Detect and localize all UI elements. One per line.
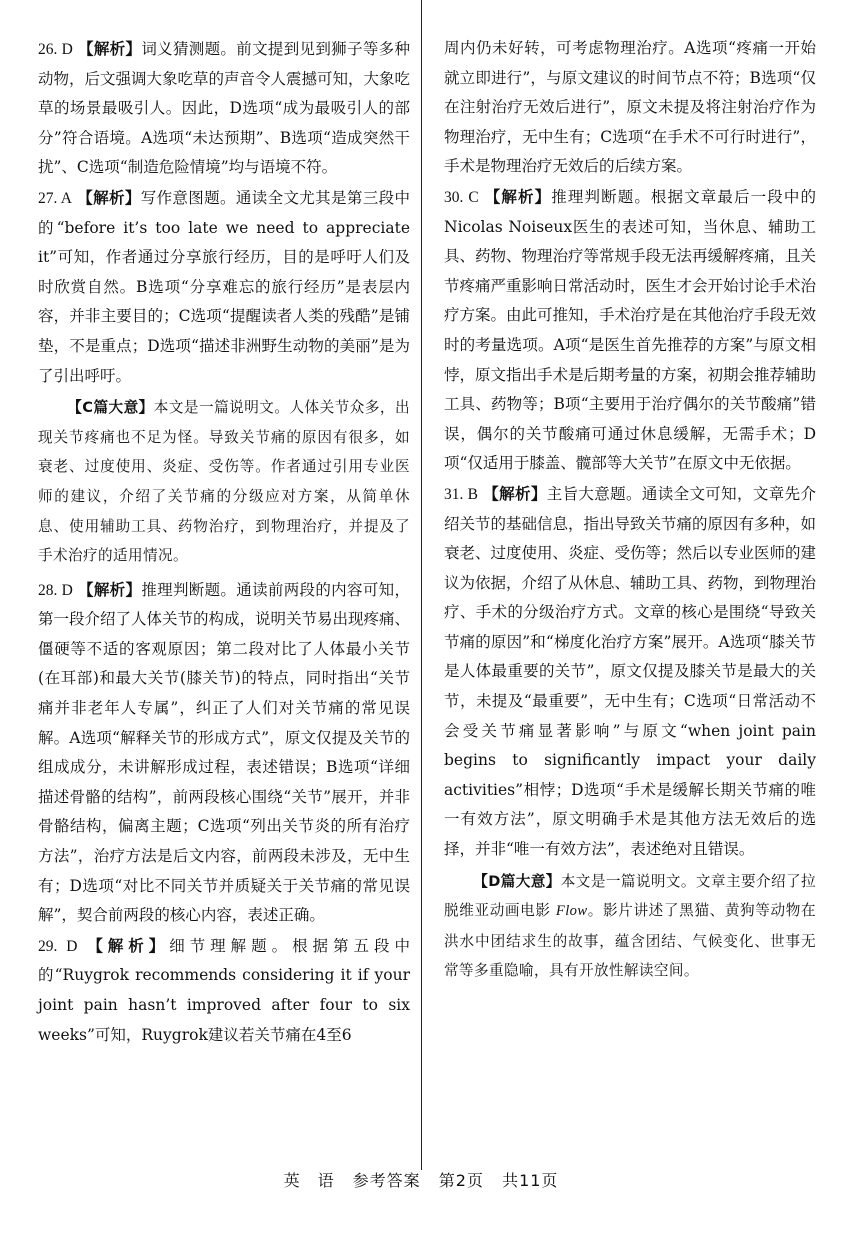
footer-label: 参考答案 xyxy=(352,1171,421,1190)
summary-text: 本文是一篇说明文。人体关节众多，出现关节疼痛也不足为怪。导致关节痛的原因有很多，如衰老、过度使用、炎症、受伤等。作者通过引用专业医师的建议，介绍了关节痛的分级应对方案，从简单休息、使用辅助工具、药物治疗，到物理治疗，并提及了手术治疗的适用情况。 xyxy=(38,399,410,565)
question-explanation: 写作意图题。通读全文尤其是第三段中的“before it’s too late we need to appreciate it”可知，作者通过分享旅行经历，目的是呼吁人们及时欣赏自然。B选项“分享难忘的旅行经历”是表层内容，并非主要目的；C选项“提醒读者人类的残酷”是铺垫，不是重点；D选项“描述非洲野生动物的美丽”是为了引出呼吁。 xyxy=(38,188,410,385)
analysis-tag: 【解析】 xyxy=(484,186,552,206)
question-29-continued xyxy=(444,34,816,182)
question-number: 26. D xyxy=(38,41,73,58)
analysis-tag: 【解析】 xyxy=(78,579,142,599)
question-number: 27. A xyxy=(38,189,72,207)
left-column xyxy=(38,34,410,1050)
question-explanation: 推理判断题。根据文章最后一段中的Nicolas Noiseux医生的表述可知，当休息、辅助工具、药物、物理治疗等常规手段无法再缓解疼痛，且关节疼痛严重影响日常活动时，医生才会开始讨论手术治疗方案。由此可推知，手术治疗是在其他治疗手段无效时的考量选项。A项“是医生首先推荐的方案”与原文相悖，原文指出手术是后期考量的方案，初期会推荐辅助工具、药物等；B项“主要用于治疗偶尔的关节酸痛”错误，偶尔的关节酸痛可通过休息缓解，无需手术；D项“仅适用于膝盖、髋部等大关节”在原文中无依据。 xyxy=(444,187,817,473)
film-title: Flow xyxy=(555,903,588,920)
question-explanation: 词义猜测题。前文提到见到狮子等多种动物，后文强调大象吃草的声音令人震撼可知，大象吃草的场景最吸引人。因此，D选项“成为最吸引人的部分”符合语境。A选项“未达预期”、B选项“造成突然干扰”、C选项“制造危险情境”均与语境不符。 xyxy=(38,40,411,177)
question-number: 30. C xyxy=(444,188,479,206)
question-explanation: 细节理解题。根据第五段中的“Ruygrok recommends considering it if your joint pain hasn’t improved after four to six weeks”可知，Ruygrok建议若关节痛在4至6 xyxy=(38,936,410,1044)
question-30 xyxy=(444,182,816,479)
question-27 xyxy=(38,183,410,391)
summary-title: 【D篇大意】 xyxy=(473,872,561,890)
analysis-tag: 【解析】 xyxy=(77,187,141,207)
question-number: 28. D xyxy=(38,581,73,599)
question-explanation: 主旨大意题。通读全文可知，文章先介绍关节的基础信息，指出导致关节痛的原因有多种，如衰老、过度使用、炎症、受伤等；然后以专业医师的建议为依据，介绍了从休息、辅助工具、药物，到物理治疗、手术的分级治疗方式。文章的核心是围绕“导致关节痛的原因”和“梯度化治疗方案”展开。A选项“膝关节是人体最重要的关节”，原文仅提及膝关节是最大的关节，未提及“最重要”，无中生有；C选项“日常活动不会受关节痛显著影响”与原文“when joint pain begins to significantly impact your daily activities”相悖；D选项“手术是缓解长期关节痛的唯一有效方法”，原文明确手术是其他方法无效后的选择，并非“唯一有效方法”，表述绝对且错误。 xyxy=(444,484,817,859)
summary-title: 【C篇大意】 xyxy=(67,399,154,417)
question-28 xyxy=(38,575,410,931)
analysis-tag: 【解析】 xyxy=(483,483,547,503)
analysis-tag: 【解析】 xyxy=(78,39,142,58)
summary-text-end: 。影片讲述了黑猫、黄狗等动物在洪水中团结求生的故事，蕴含团结、气候变化、世事无常等多重隐喻，具有开放性解读空间。 xyxy=(444,902,816,980)
question-explanation: 周内仍未好转，可考虑物理治疗。A选项“疼痛一开始就立即进行”，与原文建议的时间节点不符；B选项“仅在注射治疗无效后进行”，原文未提及将注射治疗作为物理治疗，无中生有；C选项“在手术不可行时进行”，手术是物理治疗无效后的后续方案。 xyxy=(444,39,816,176)
question-29 xyxy=(38,931,410,1050)
question-26 xyxy=(38,34,410,183)
question-number: 29. D xyxy=(38,937,78,955)
question-31 xyxy=(444,479,816,865)
right-column xyxy=(444,34,816,990)
passage-c-summary xyxy=(38,393,410,571)
footer-subject: 英 语 xyxy=(283,1171,335,1190)
page-footer xyxy=(0,1168,842,1191)
summary-text: 本文是一篇说明文。文章主要介绍了拉脱维亚动画电影 xyxy=(444,872,816,920)
footer-page-number: 第2页 xyxy=(438,1171,484,1190)
passage-d-summary xyxy=(444,867,816,986)
question-explanation: 推理判断题。通读前两段的内容可知，第一段介绍了人体关节的构成，说明关节易出现疼痛、僵硬等不适的客观原因；第二段对比了人体最小关节(在耳部)和最大关节(膝关节)的特点，同时指出“关节痛并非老年人专属”，纠正了人们对关节痛的常见误解。A选项“解释关节的形成方式”，原文仅提及关节的组成成分，未讲解形成过程，表述错误；B选项“详细描述骨骼的结构”，前两段核心围绕“关节”展开，并非骨骼结构，偏离主题；C选项“列出关节炎的所有治疗方法”，治疗方法是后文内容，前两段未涉及，无中生有；D选项“对比不同关节并质疑关于关节痛的常见误解”，契合前两段的核心内容，表述正确。 xyxy=(38,580,411,925)
analysis-tag: 【解析】 xyxy=(87,935,170,955)
footer-total-pages: 共11页 xyxy=(502,1171,559,1190)
question-number: 31. B xyxy=(444,485,478,503)
column-divider xyxy=(421,0,422,1170)
